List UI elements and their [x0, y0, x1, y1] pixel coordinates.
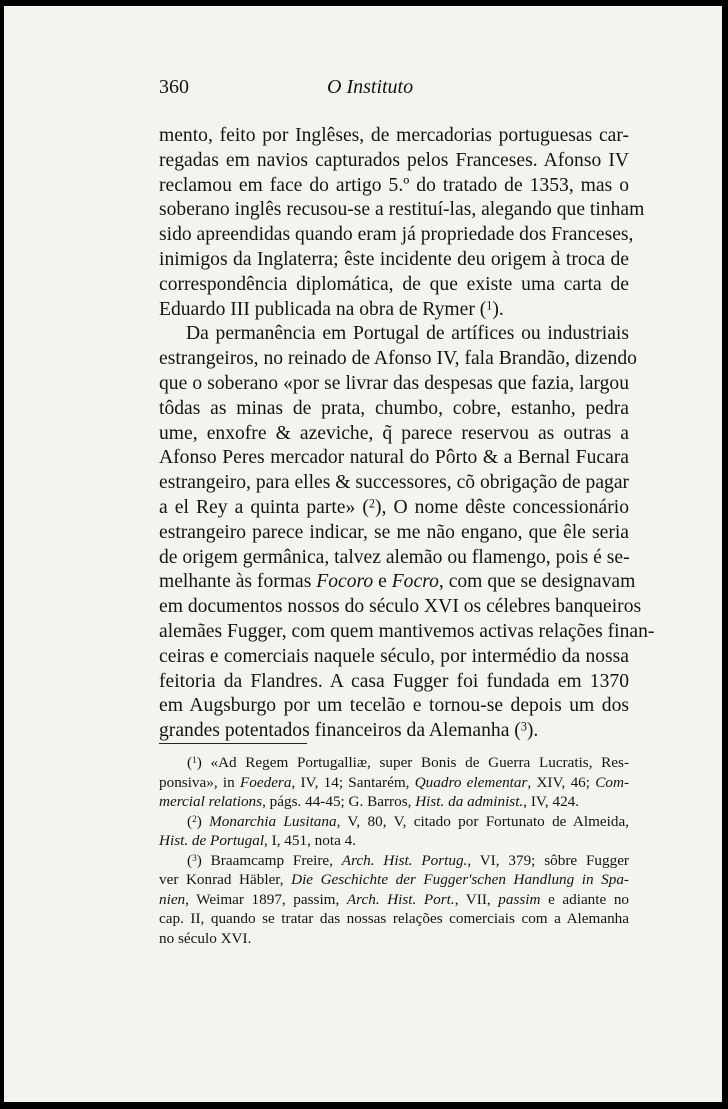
footnotes	[159, 753, 629, 948]
footnote-line: Hist. de Portugal, I, 451, nota 4.	[159, 832, 357, 849]
running-head	[159, 76, 629, 104]
text-line: soberano inglês recusou-se a restituí-las, alegando que tinham	[159, 199, 645, 221]
text-line: Eduardo III publicada na obra de Rymer ($^1$).	[159, 298, 504, 320]
text-line: em documentos nossos do século XVI os célebres banqueiros	[159, 596, 642, 618]
body-text	[159, 124, 655, 744]
text-line: estrangeiro parece indicar, se me não engano, que êle seria	[159, 521, 629, 543]
text-line: em Augsburgo por um tecelão e tornou-se depois um dos	[159, 695, 629, 717]
footnote-line: no século XVI.	[159, 929, 252, 947]
footnote-line: ponsiva», in Foedera, IV, 14; Santarém, Quadro elementar, XIV, 46; Com-	[159, 773, 629, 791]
footnote-divider	[159, 743, 307, 744]
footnote-line: mercial relations, págs. 44-45; G. Barros, Hist. da administ., IV, 424.	[159, 793, 580, 810]
text-line: de origem germânica, talvez alemão ou flamengo, pois é se-	[159, 546, 630, 568]
page-number: 360	[159, 76, 189, 98]
text-line: feitoria da Flandres. A casa Fugger foi fundada em 1370	[159, 670, 629, 692]
text-line: alemães Fugger, com quem mantivemos activas relações finan-	[159, 620, 655, 642]
text-line: estrangeiros, no reinado de Afonso IV, fala Brandão, dizendo	[159, 348, 637, 370]
text-line: ceiras e comerciais naquele século, por intermédio da nossa	[159, 645, 629, 667]
text-line: regadas em navios capturados pelos Franceses. Afonso IV	[159, 149, 629, 171]
text-line: que o soberano «por se livrar das despesas que fazia, largou	[159, 372, 629, 394]
text-line: correspondência diplomática, de que existe uma carta de	[159, 273, 629, 295]
text-line: sido apreendidas quando eram já propriedade dos Franceses,	[159, 224, 634, 246]
text-line: a el Rey a quinta parte» ($^2$), O nome dêste concessionário	[159, 496, 629, 518]
text-line: reclamou em face do artigo 5.º do tratado de 1353, mas o	[159, 174, 629, 196]
footnote-line: ($^2$) Monarchia Lusitana, V, 80, V, citado por Fortunato de Almeida,	[187, 812, 629, 830]
footnote-line: cap. II, quando se tratar das nossas relações comerciais com a Alemanha	[159, 910, 629, 927]
book-page	[4, 6, 722, 1102]
footnote-line: ($^3$) Braamcamp Freire, Arch. Hist. Portug., VI, 379; sôbre Fugger	[187, 851, 629, 869]
text-line: grandes potentados financeiros da Alemanha ($^3$).	[159, 719, 539, 742]
text-line: Afonso Peres mercador natural do Pôrto & a Bernal Fucara	[159, 447, 629, 469]
text-line: Da permanência em Portugal de artífices ou industriais	[186, 323, 629, 345]
text-line: melhante às formas Focoro e Focro, com que se designavam	[159, 571, 636, 593]
footnote-line: ($^1$) «Ad Regem Portugalliæ, super Bonis de Guerra Lucratis, Res-	[187, 754, 629, 771]
text-line: ume, enxofre & azeviche, q̃ parece reservou as outras a	[159, 422, 629, 444]
footnote-line: ver Konrad Häbler, Die Geschichte der Fugger'schen Handlung in Spa-	[159, 871, 629, 888]
footnote-line: nien, Weimar 1897, passim, Arch. Hist. Port., VII, passim e adiante no	[159, 890, 630, 908]
text-line: inimigos da Inglaterra; êste incidente deu origem à troca de	[159, 248, 629, 270]
text-line: tôdas as minas de prata, chumbo, cobre, estanho, pedra	[159, 397, 629, 419]
text-line: estrangeiro, para elles & successores, cõ obrigação de pagar	[159, 472, 630, 494]
text-line: mento, feito por Inglêses, de mercadorias portuguesas car-	[159, 125, 629, 146]
running-title: O Instituto	[327, 76, 414, 98]
